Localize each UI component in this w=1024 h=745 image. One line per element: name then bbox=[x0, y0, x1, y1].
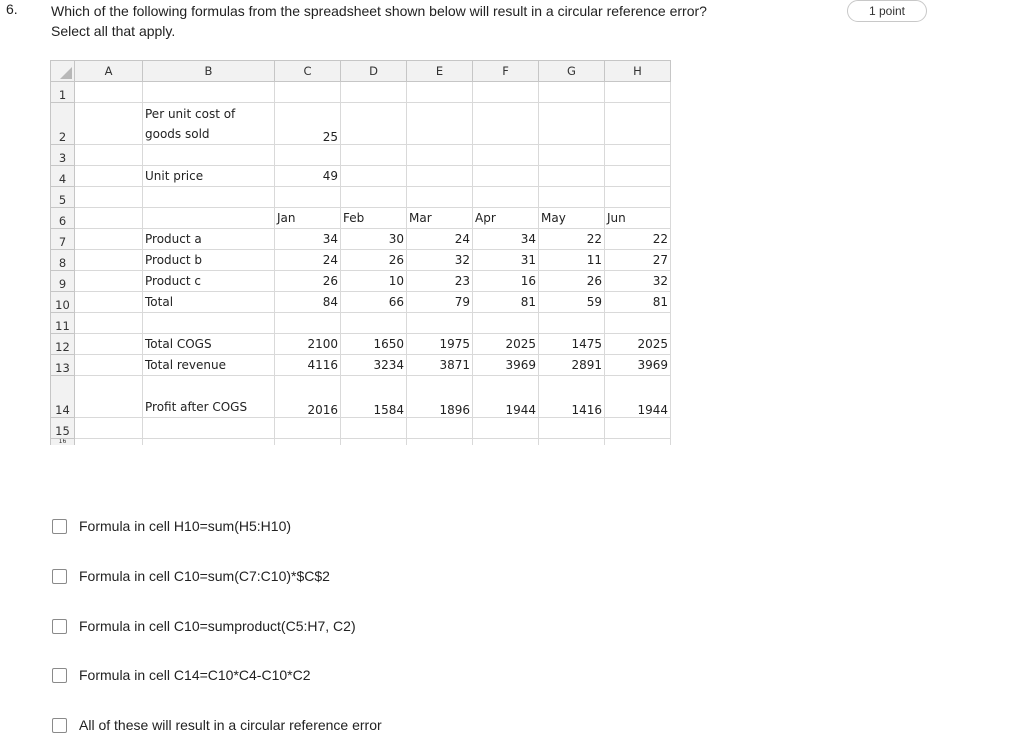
cell-g7: 22 bbox=[539, 229, 605, 250]
cell-g14: 1416 bbox=[539, 376, 605, 418]
option-3[interactable] bbox=[52, 616, 356, 636]
cell-c5 bbox=[275, 187, 341, 208]
cell-a11 bbox=[75, 313, 143, 334]
option-3-label[interactable]: Formula in cell C10=sumproduct(C5:H7, C2) bbox=[79, 618, 356, 634]
cell-a5 bbox=[75, 187, 143, 208]
cell-g9: 26 bbox=[539, 271, 605, 292]
points-badge: 1 point bbox=[847, 0, 927, 22]
row-header-10: 10 bbox=[51, 292, 75, 313]
cell-d6: Feb bbox=[341, 208, 407, 229]
row-header-7: 7 bbox=[51, 229, 75, 250]
cell-d7: 30 bbox=[341, 229, 407, 250]
row-header-16: 16 bbox=[51, 439, 75, 446]
cell-a8 bbox=[75, 250, 143, 271]
cell-c13: 4116 bbox=[275, 355, 341, 376]
cell-h1 bbox=[605, 82, 671, 103]
cell-a2 bbox=[75, 103, 143, 145]
cell-c2: 25 bbox=[275, 103, 341, 145]
cell-e6: Mar bbox=[407, 208, 473, 229]
cell-g4 bbox=[539, 166, 605, 187]
cell-f12: 2025 bbox=[473, 334, 539, 355]
cell-c10: 84 bbox=[275, 292, 341, 313]
row-14 bbox=[51, 376, 671, 418]
row-1 bbox=[51, 82, 671, 103]
col-header-a: A bbox=[75, 61, 143, 82]
cell-a3 bbox=[75, 145, 143, 166]
col-header-g: G bbox=[539, 61, 605, 82]
cell-a14 bbox=[75, 376, 143, 418]
cell-f8: 31 bbox=[473, 250, 539, 271]
cell-b10: Total bbox=[143, 292, 275, 313]
cell-e15 bbox=[407, 418, 473, 439]
spreadsheet-table bbox=[50, 60, 671, 445]
row-header-3: 3 bbox=[51, 145, 75, 166]
cell-c1 bbox=[275, 82, 341, 103]
option-2[interactable] bbox=[52, 566, 330, 586]
row-11 bbox=[51, 313, 671, 334]
cell-h3 bbox=[605, 145, 671, 166]
cell-h5 bbox=[605, 187, 671, 208]
cell-a1 bbox=[75, 82, 143, 103]
cell-d8: 26 bbox=[341, 250, 407, 271]
cell-f5 bbox=[473, 187, 539, 208]
cell-c3 bbox=[275, 145, 341, 166]
cell-b13: Total revenue bbox=[143, 355, 275, 376]
cell-b11 bbox=[143, 313, 275, 334]
cell-e10: 79 bbox=[407, 292, 473, 313]
select-all-corner bbox=[51, 61, 75, 82]
cell-c7: 34 bbox=[275, 229, 341, 250]
cell-e13: 3871 bbox=[407, 355, 473, 376]
row-header-2: 2 bbox=[51, 103, 75, 145]
option-5-checkbox[interactable] bbox=[52, 718, 67, 733]
cell-e2 bbox=[407, 103, 473, 145]
row-3 bbox=[51, 145, 671, 166]
cell-f7: 34 bbox=[473, 229, 539, 250]
option-2-checkbox[interactable] bbox=[52, 569, 67, 584]
col-header-f: F bbox=[473, 61, 539, 82]
cell-d2 bbox=[341, 103, 407, 145]
cell-g1 bbox=[539, 82, 605, 103]
cell-g6: May bbox=[539, 208, 605, 229]
row-2 bbox=[51, 103, 671, 145]
cell-g2 bbox=[539, 103, 605, 145]
option-3-checkbox[interactable] bbox=[52, 619, 67, 634]
row-9 bbox=[51, 271, 671, 292]
cell-d15 bbox=[341, 418, 407, 439]
cell-g15 bbox=[539, 418, 605, 439]
question-text bbox=[51, 1, 707, 41]
row-header-12: 12 bbox=[51, 334, 75, 355]
row-header-8: 8 bbox=[51, 250, 75, 271]
cell-h16 bbox=[605, 439, 671, 446]
cell-e14: 1896 bbox=[407, 376, 473, 418]
cell-e12: 1975 bbox=[407, 334, 473, 355]
cell-g11 bbox=[539, 313, 605, 334]
option-1-checkbox[interactable] bbox=[52, 519, 67, 534]
row-8 bbox=[51, 250, 671, 271]
row-12 bbox=[51, 334, 671, 355]
row-header-6: 6 bbox=[51, 208, 75, 229]
row-4 bbox=[51, 166, 671, 187]
cell-f1 bbox=[473, 82, 539, 103]
cell-a16 bbox=[75, 439, 143, 446]
cell-e7: 24 bbox=[407, 229, 473, 250]
cell-f3 bbox=[473, 145, 539, 166]
row-13 bbox=[51, 355, 671, 376]
cell-h12: 2025 bbox=[605, 334, 671, 355]
cell-f15 bbox=[473, 418, 539, 439]
cell-f10: 81 bbox=[473, 292, 539, 313]
cell-d3 bbox=[341, 145, 407, 166]
cell-c6: Jan bbox=[275, 208, 341, 229]
cell-h7: 22 bbox=[605, 229, 671, 250]
cell-e11 bbox=[407, 313, 473, 334]
cell-a6 bbox=[75, 208, 143, 229]
cell-f6: Apr bbox=[473, 208, 539, 229]
cell-f4 bbox=[473, 166, 539, 187]
cell-g16 bbox=[539, 439, 605, 446]
row-header-4: 4 bbox=[51, 166, 75, 187]
cell-b8: Product b bbox=[143, 250, 275, 271]
col-header-e: E bbox=[407, 61, 473, 82]
cell-g5 bbox=[539, 187, 605, 208]
cell-e4 bbox=[407, 166, 473, 187]
cell-h9: 32 bbox=[605, 271, 671, 292]
option-2-label[interactable]: Formula in cell C10=sum(C7:C10)*$C$2 bbox=[79, 568, 330, 584]
cell-a7 bbox=[75, 229, 143, 250]
row-header-5: 5 bbox=[51, 187, 75, 208]
row-header-15: 15 bbox=[51, 418, 75, 439]
option-1-label[interactable]: Formula in cell H10=sum(H5:H10) bbox=[79, 518, 292, 534]
cell-f9: 16 bbox=[473, 271, 539, 292]
cell-c15 bbox=[275, 418, 341, 439]
cell-c9: 26 bbox=[275, 271, 341, 292]
cell-h11 bbox=[605, 313, 671, 334]
option-4[interactable] bbox=[52, 665, 311, 685]
cell-d10: 66 bbox=[341, 292, 407, 313]
row-10 bbox=[51, 292, 671, 313]
row-header-11: 11 bbox=[51, 313, 75, 334]
cell-b14: Profit after COGS bbox=[143, 376, 275, 418]
cell-h8: 27 bbox=[605, 250, 671, 271]
cell-d16 bbox=[341, 439, 407, 446]
col-header-b: B bbox=[143, 61, 275, 82]
question-number: 6. bbox=[6, 1, 18, 17]
cell-a4 bbox=[75, 166, 143, 187]
cell-e1 bbox=[407, 82, 473, 103]
option-5-label[interactable]: All of these will result in a circular reference error bbox=[79, 717, 382, 733]
cell-d11 bbox=[341, 313, 407, 334]
cell-b3 bbox=[143, 145, 275, 166]
col-header-c: C bbox=[275, 61, 341, 82]
cell-c12: 2100 bbox=[275, 334, 341, 355]
question-line-1: Which of the following formulas from the spreadsheet shown below will result in a circular reference error? bbox=[51, 3, 707, 19]
cell-e16 bbox=[407, 439, 473, 446]
cell-b2: Per unit cost of goods sold bbox=[143, 103, 275, 145]
cell-b1 bbox=[143, 82, 275, 103]
cell-e5 bbox=[407, 187, 473, 208]
cell-d4 bbox=[341, 166, 407, 187]
cell-b9: Product c bbox=[143, 271, 275, 292]
cell-h2 bbox=[605, 103, 671, 145]
cell-h15 bbox=[605, 418, 671, 439]
cell-c4: 49 bbox=[275, 166, 341, 187]
cell-c16 bbox=[275, 439, 341, 446]
row-6 bbox=[51, 208, 671, 229]
cell-d14: 1584 bbox=[341, 376, 407, 418]
row-header-13: 13 bbox=[51, 355, 75, 376]
cell-h6: Jun bbox=[605, 208, 671, 229]
cell-d9: 10 bbox=[341, 271, 407, 292]
option-5[interactable] bbox=[52, 715, 382, 735]
cell-h14: 1944 bbox=[605, 376, 671, 418]
cell-e3 bbox=[407, 145, 473, 166]
cell-a13 bbox=[75, 355, 143, 376]
row-15 bbox=[51, 418, 671, 439]
cell-g12: 1475 bbox=[539, 334, 605, 355]
row-5 bbox=[51, 187, 671, 208]
cell-d5 bbox=[341, 187, 407, 208]
cell-g10: 59 bbox=[539, 292, 605, 313]
row-header-9: 9 bbox=[51, 271, 75, 292]
cell-b7: Product a bbox=[143, 229, 275, 250]
option-1[interactable] bbox=[52, 516, 291, 536]
spreadsheet-image bbox=[50, 60, 671, 445]
cell-b6 bbox=[143, 208, 275, 229]
col-header-h: H bbox=[605, 61, 671, 82]
cell-c11 bbox=[275, 313, 341, 334]
cell-g13: 2891 bbox=[539, 355, 605, 376]
cell-b15 bbox=[143, 418, 275, 439]
cell-a12 bbox=[75, 334, 143, 355]
row-7 bbox=[51, 229, 671, 250]
question-line-2: Select all that apply. bbox=[51, 23, 176, 39]
cell-g8: 11 bbox=[539, 250, 605, 271]
cell-c8: 24 bbox=[275, 250, 341, 271]
cell-b4: Unit price bbox=[143, 166, 275, 187]
cell-h13: 3969 bbox=[605, 355, 671, 376]
cell-b16 bbox=[143, 439, 275, 446]
option-4-label[interactable]: Formula in cell C14=C10*C4-C10*C2 bbox=[79, 667, 311, 683]
cell-f14: 1944 bbox=[473, 376, 539, 418]
cell-a15 bbox=[75, 418, 143, 439]
cell-d12: 1650 bbox=[341, 334, 407, 355]
row-header-1: 1 bbox=[51, 82, 75, 103]
cell-e8: 32 bbox=[407, 250, 473, 271]
cell-b5 bbox=[143, 187, 275, 208]
cell-f2 bbox=[473, 103, 539, 145]
column-header-row bbox=[51, 61, 671, 82]
cell-d13: 3234 bbox=[341, 355, 407, 376]
cell-c14: 2016 bbox=[275, 376, 341, 418]
cell-d1 bbox=[341, 82, 407, 103]
cell-e9: 23 bbox=[407, 271, 473, 292]
cell-h10: 81 bbox=[605, 292, 671, 313]
row-header-14: 14 bbox=[51, 376, 75, 418]
cell-a10 bbox=[75, 292, 143, 313]
cell-b12: Total COGS bbox=[143, 334, 275, 355]
cell-a9 bbox=[75, 271, 143, 292]
cell-f11 bbox=[473, 313, 539, 334]
cell-f13: 3969 bbox=[473, 355, 539, 376]
cell-h4 bbox=[605, 166, 671, 187]
cell-g3 bbox=[539, 145, 605, 166]
option-4-checkbox[interactable] bbox=[52, 668, 67, 683]
col-header-d: D bbox=[341, 61, 407, 82]
row-16-partial bbox=[51, 439, 671, 446]
cell-f16 bbox=[473, 439, 539, 446]
